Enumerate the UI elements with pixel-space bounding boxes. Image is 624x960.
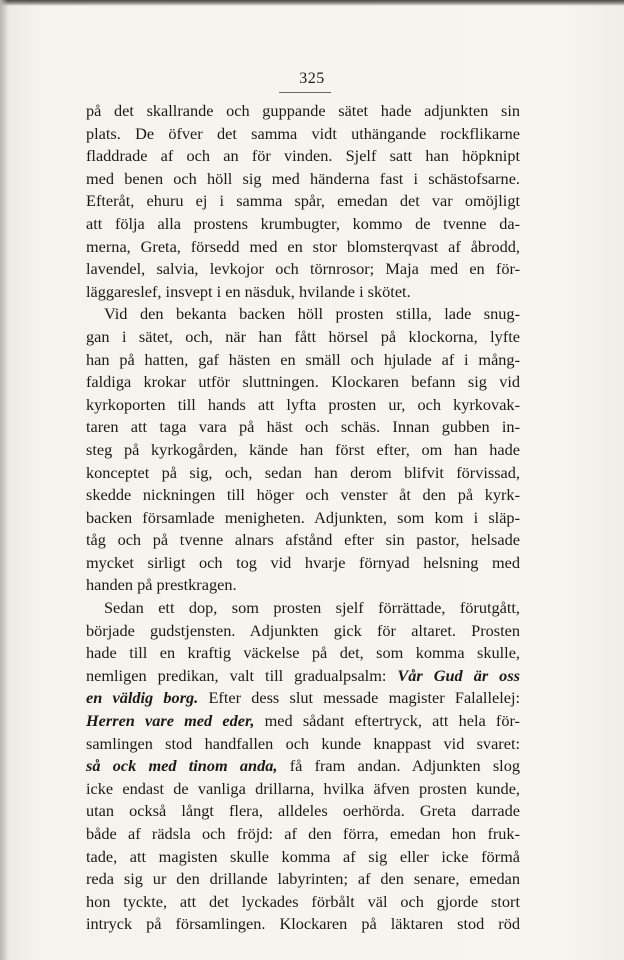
emphasized-text: Vår Gud är oss xyxy=(397,665,520,685)
text-line: Efteråt, ehuru ej i samma spår, emedan det var omöjligt xyxy=(86,191,520,211)
text-line: konceptet på sig, och, sedan han derom blifvit förvissad, xyxy=(86,462,520,482)
text-line: mycket sirligt och tog vid hvarje förnyad helsning med xyxy=(86,552,520,572)
text-run: med sådant eftertryck, att hela för- xyxy=(254,711,520,731)
text-line: skedde nickningen till höger och venster åt den på kyrk- xyxy=(86,485,520,505)
page-binding-edge xyxy=(0,0,8,960)
text-line xyxy=(86,755,520,778)
text-line: merna, Greta, försedd med en stor blomsterqvast af åbrodd, xyxy=(86,236,520,256)
text-line: tade, att magisten skulle komma af sig eller icke förmå xyxy=(86,846,520,866)
text-run: nemligen predikan, valt till gradualpsalm: xyxy=(86,665,398,685)
text-line: fladdrade af och an för vinden. Sjelf satt han höpknipt xyxy=(86,146,520,166)
text-line: intryck på församlingen. Klockaren på läktaren stod röd xyxy=(86,914,520,934)
text-line: Sedan ett dop, som prosten sjelf förrättade, förutgått, xyxy=(104,598,520,618)
text-line: backen församlade menigheten. Adjunkten, som kom i släp- xyxy=(86,507,520,527)
text-line: Vid den bekanta backen höll prosten stilla, lade snug- xyxy=(104,304,520,324)
page-number-rule xyxy=(279,92,331,93)
emphasized-text: så ock med tinom anda, xyxy=(86,756,278,776)
text-line: faldiga krokar utför sluttningen. Klockaren befann sig vid xyxy=(86,372,520,392)
text-line xyxy=(86,665,520,688)
text-line: läggareslef, insvept i en näsduk, hvilande i skötet. xyxy=(86,281,411,301)
text-line: både af rädsla och fröjd: af den förra, emedan hon fruk- xyxy=(86,824,520,843)
text-line: icke endast de vanliga drillarna, hvilka äfven prosten kunde, xyxy=(86,778,520,798)
emphasized-text: en väldig borg. xyxy=(86,688,199,708)
text-line: han på hatten, gaf hästen en smäll och hjulade af i mång- xyxy=(86,349,520,369)
text-line: hade till en kraftig väckelse på det, som komma skulle, xyxy=(86,643,520,663)
text-run: Efter dess slut messade magister Falallelej: xyxy=(198,688,520,708)
text-line: att följa alla prostens krumbugter, kommo de tvenne da- xyxy=(86,213,520,233)
text-run: få fram andan. Adjunkten slog xyxy=(277,756,520,776)
text-line: utan också långt flera, alldeles oerhörda. Greta darrade xyxy=(86,801,520,821)
text-line: med benen och höll sig med händerna fast i schästofsarne. xyxy=(86,168,520,188)
text-line xyxy=(86,687,520,710)
text-line: samlingen stod handfallen och kunde knappast vid svaret: xyxy=(86,733,520,753)
text-line: steg på kyrkogården, kände han först efter, om han hade xyxy=(86,439,520,459)
emphasized-text: Herren vare med eder, xyxy=(86,711,255,731)
text-line: taren att taga vara på häst och schäs. Innan gubben in- xyxy=(86,417,520,437)
text-line xyxy=(86,710,520,733)
text-line: började gudstjensten. Adjunkten gick för altaret. Prosten xyxy=(86,620,520,640)
text-line: hon tyckte, att det lyckades förbålt väl och gjorde stort xyxy=(86,891,520,911)
page-number: 325 xyxy=(299,70,325,87)
text-line: på det skallrande och guppande sätet hade adjunkten sin xyxy=(86,101,520,120)
text-line: handen på prestkragen. xyxy=(86,575,237,595)
page-top-edge-shadow xyxy=(0,0,624,6)
text-line: kyrkoporten till hands att lyfta prosten ur, och kyrkovak- xyxy=(86,394,520,414)
text-line: reda sig ur den drillande labyrinten; af den senare, emedan xyxy=(86,869,520,889)
body-text xyxy=(86,100,520,936)
text-line: gan i sätet, och, när han fått hörsel på klockorna, lyfte xyxy=(86,326,520,346)
text-line: plats. De öfver det samma vidt uthängande rockflikarne xyxy=(86,123,520,143)
text-line: lavendel, salvia, levkojor och törnrosor; Maja med en för- xyxy=(86,259,520,279)
text-line: tåg och på tvenne alnars afstånd efter sin pastor, helsade xyxy=(86,530,520,550)
